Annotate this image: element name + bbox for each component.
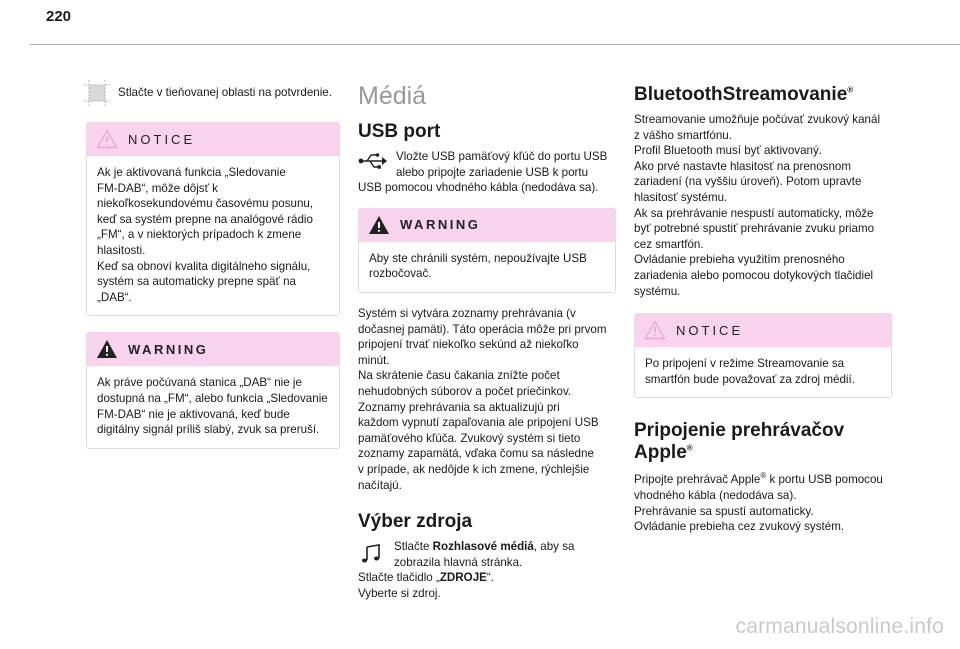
bluetooth-line: Ak sa prehrávanie nespustí automaticky, môže [634, 206, 874, 220]
playlist-line: Systém si vytvára zoznamy prehrávania (v [358, 306, 576, 320]
warning-line: dostupná na „FM“, alebo funkcia „Sledovanie [97, 391, 328, 405]
playlist-line: pripojení trvať niekoľko sekúnd až niekoľko [358, 338, 579, 352]
source-row [358, 539, 616, 570]
button-post: “. [486, 571, 494, 585]
confirm-text: Stlačte v tieňovanej oblasti na potvrdenie. [118, 86, 332, 99]
apple-line: vhodného kábla (nedodáva sa). [634, 488, 797, 502]
bluetooth-line: Streamovanie umožňuje počúvať zvukový kanál [634, 113, 881, 126]
apple-heading-line1: Pripojenie prehrávačov [634, 420, 845, 442]
warning-callout [86, 332, 340, 448]
notice-line: Ak je aktivovaná funkcia „Sledovanie [97, 166, 286, 179]
warning-triangle-icon [368, 215, 390, 235]
bluetooth-line: zariadení (na vyššiu úroveň). Potom upravte [634, 175, 862, 189]
sources-label: ZDROJE [439, 571, 487, 585]
bluetooth-paragraph [634, 112, 892, 299]
top-divider [30, 44, 960, 45]
apple-line: Prehrávanie sa spustí automaticky. [634, 504, 814, 518]
usb-warning-title: WARNING [400, 217, 481, 233]
warning-body [86, 366, 340, 448]
warning-triangle-icon [96, 339, 118, 359]
notice-triangle-icon [96, 129, 118, 149]
watermark: carmanualsonline.info [735, 615, 944, 638]
notice-line: Keď sa obnoví kvalita digitálneho signálu, [97, 259, 311, 273]
apple-line: Ovládanie prebieha cez zvukový systém. [634, 520, 845, 534]
usb-heading: USB port [358, 121, 441, 142]
apple-heading [634, 420, 892, 464]
playlist-line: Na skrátenie času čakania znížte počet [358, 369, 560, 383]
notice-line: niekoľkosekundovému časovému posunu, [97, 197, 314, 211]
bluetooth-heading-text: BluetoothStreamovanie [634, 84, 848, 105]
notice-line: keď sa systém prepne na analógové rádio [97, 212, 313, 226]
notice-line: smartfón bude považovať za zdroj médií. [645, 372, 855, 386]
usb-warning-body [358, 242, 616, 293]
notice-body [86, 156, 340, 316]
warning-line: Aby ste chránili systém, nepoužívajte USB [369, 251, 587, 265]
source-rest: , aby sa [533, 540, 575, 554]
bluetooth-line: Ovládanie prebieha využitím prenosného [634, 253, 845, 267]
playlist-line: načítajú. [358, 478, 402, 492]
bluetooth-heading [634, 84, 892, 106]
bluetooth-line: systému. [634, 284, 681, 298]
usb-warning-callout [358, 208, 616, 293]
usb-warning-header [358, 208, 616, 242]
notice-line: systém sa automaticky prepne späť na „DAB“. [97, 275, 296, 304]
warning-line: rozbočovač. [369, 267, 432, 281]
apple-line [634, 472, 892, 488]
playlist-line: v prípade, ak nedôjde k ich zmene, rýchlejšie [358, 462, 590, 476]
notice-title: NOTICE [128, 131, 196, 147]
button-pre: Stlačte tlačidlo „ [358, 571, 440, 585]
source-text [394, 539, 574, 555]
playlist-line: pamäťového kľúča. Zvukový systém si tieto [358, 431, 581, 445]
playlist-line: nehudobných súborov a počet priečinkov. [358, 384, 572, 398]
notice-callout [86, 122, 340, 316]
notice-line: Po pripojení v režime Streamovanie sa [645, 357, 845, 371]
warning-title: WARNING [128, 341, 209, 357]
usb-row [358, 149, 616, 180]
column-right [634, 80, 892, 535]
source-text: zobrazila hlavná stránka. [394, 555, 523, 569]
media-title: Médiá [358, 82, 427, 110]
source-heading: Výber zdroja [358, 511, 473, 533]
apple-paragraph [634, 472, 892, 534]
bluetooth-line: hlasitosť systému. [634, 190, 728, 204]
apple-line1-start: Pripojte prehrávač Apple [634, 473, 761, 487]
usb-text: Vložte USB pamäťový kľúč do portu USB [396, 150, 608, 163]
streaming-notice-body [634, 347, 892, 398]
streaming-notice-title: NOTICE [676, 322, 744, 338]
source-press: Stlačte [394, 540, 433, 554]
page-number: 220 [46, 8, 72, 25]
notice-triangle-icon [644, 320, 666, 340]
warning-line: Ak práve počúvaná stanica „DAB“ nie je [97, 376, 302, 390]
usb-icon [358, 152, 388, 170]
bluetooth-line: Ako prvé nastavte hlasitosť na prenosnom [634, 159, 852, 173]
playlist-line: zoznamy zapamätá, vďaka čomu sa následne [358, 447, 594, 461]
notice-line: FM-DAB“, môže dôjsť k [97, 181, 218, 195]
notice-header [86, 122, 340, 156]
confirm-row [84, 80, 340, 106]
playlist-line: Zoznamy prehrávania sa aktualizujú pri [358, 400, 560, 414]
notice-line: „FM“, a v niektorých prípadoch k zmene [97, 228, 302, 242]
usb-text: USB pomocou vhodného kábla (nedodáva sa). [358, 181, 599, 195]
column-middle [358, 82, 616, 601]
notice-line: hlasitosti. [97, 243, 146, 257]
bluetooth-line: byť potrebné spustiť prehrávanie zvuku priamo [634, 222, 875, 236]
bluetooth-line: zariadenia alebo pomocou dotykových tlačidiel [634, 268, 874, 282]
bluetooth-line: cez smartfón. [634, 237, 704, 251]
warning-line: digitálny signál príliš slabý, zvuk sa preruší. [97, 423, 320, 437]
streaming-notice-callout [634, 313, 892, 398]
registered-mark: ® [686, 443, 693, 453]
select-source-text: Vyberte si zdroj. [358, 586, 441, 600]
radio-media-label: Rozhlasové médiá [432, 540, 534, 554]
playlist-paragraph [358, 306, 616, 493]
playlist-line: dočasnej pamäti). Táto operácia môže pri prvom [358, 322, 607, 336]
shaded-area-grid-icon [84, 80, 110, 106]
registered-mark: ® [847, 85, 854, 95]
sources-button-text [358, 570, 616, 586]
apple-heading-line2: Apple [634, 442, 687, 464]
warning-line: FM-DAB“ nie je aktivovaná, keď bude [97, 407, 290, 421]
column-left [86, 80, 340, 449]
music-note-icon [360, 543, 382, 565]
playlist-line: každom vypnutí zapaľovania ale pripojení USB [358, 416, 599, 430]
apple-line1-end: k portu USB pomocou [766, 473, 883, 487]
registered-mark: ® [760, 471, 767, 481]
streaming-notice-header [634, 313, 892, 347]
bluetooth-line: Profil Bluetooth musí byť aktivovaný. [634, 144, 823, 158]
bluetooth-line: z vášho smartfónu. [634, 128, 732, 142]
warning-header [86, 332, 340, 366]
usb-text: alebo pripojte zariadenie USB k portu [396, 165, 589, 179]
playlist-line: minút. [358, 353, 390, 367]
